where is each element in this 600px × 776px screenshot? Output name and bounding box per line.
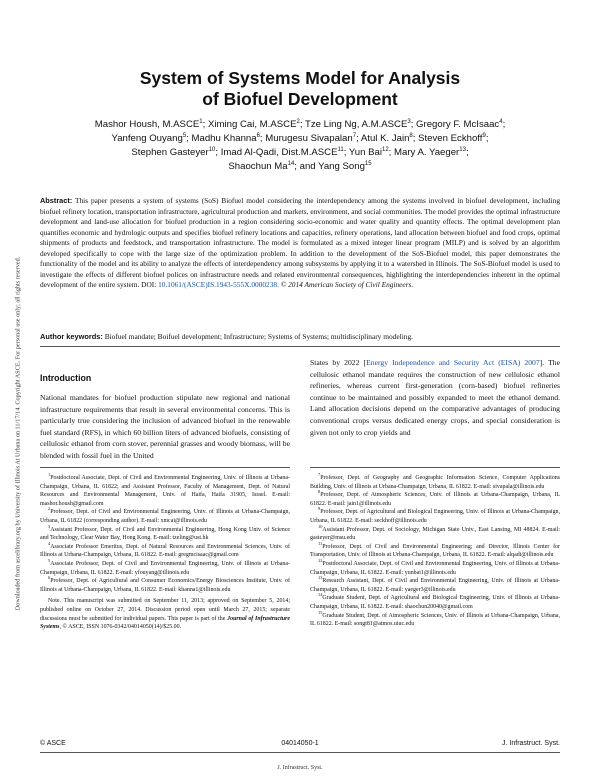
author-name: Imad Al-Qadi, Dist.M.ASCE [220,147,338,158]
footnote-number: 11 [318,540,323,546]
manuscript-note [40,597,290,631]
page-bottom-journal: J. Infrastruct. Syst. [277,765,323,771]
author-name: Yun Bai [348,147,382,158]
author-affiliation-number: 5 [182,132,187,139]
footnote [310,491,560,508]
author-affiliation-number: 15 [364,160,372,167]
author-name: Murugesu Sivapalan [265,133,353,144]
footnote-number: 14 [318,592,323,598]
footnote-text: Professor, Dept. of Civil and Environmental Engineering; and Director, Illinois Center for Transportation, Univ. of Illinois at Urbana-Champaign, Urbana, IL 61822. E-mail: alqadi@illinois.edu [310,543,560,559]
author-affiliation-number: 8 [409,132,413,139]
footnote-number: 4 [48,540,51,546]
footnote-number: 10 [318,523,323,529]
footnote-number: 7 [318,472,321,478]
intro-right-text-b: ]. The cellulosic ethanol mandate requires the construction of new cellulosic ethanol refineries, whereas current first-generation (corn-based) biofuel refineries continue to be maintained and possibly expanded to meet the ethanol demand. Land allocation decisions depend on the comparative advantages of producing conventional crops versus dedicated energy crops, and special consideration is given not only to crop yields and [310,358,561,437]
footnotes-left [40,474,290,632]
footnote [310,594,560,611]
footnote-number: 9 [318,506,321,512]
footnote [310,523,560,543]
title-line-2: of Biofuel Development [202,89,398,109]
author-separator: ; [356,133,361,144]
footnote [310,609,560,629]
author-separator: ; [410,119,417,130]
footnote-number: 6 [48,575,51,581]
eisa-reference-link[interactable]: Energy Independence and Security Act (EISA) 2007 [366,358,540,367]
footnote-text: Postdoctoral Associate, Dept. of Civil and Environmental Engineering, Univ. of Illinois at Urbana-Champaign, Urbana, IL 61822. E-mail: yunbai1@illinois.edu [310,560,560,576]
footnote-text: Associate Professor, Dept. of Civil and Environmental Engineering, Univ. of Illinois at Urbana-Champaign, Urbana, IL 61822. E-mail: yfouyang@illinois.edu [40,560,290,576]
footnote-text: Professor, Dept. of Agricultural and Consumer Economics/Energy Biosciences Institute, Univ. of Illinois at Urbana-Champaign, Urbana, IL 61822. E-mail: khanna1@illinois.edu [40,578,290,593]
footnote [40,557,290,577]
author-affiliation-number: 14 [287,160,295,167]
footnote-number: 5 [48,557,51,563]
doi-label: DOI: [141,280,157,289]
footnote-divider-right [310,467,560,468]
footnote-text: Associate Professor Emeritus, Dept. of Natural Resources and Environmental Sciences, Univ. of Illinois at Urbana-Champaign, Urbana, IL 61822. E-mail: gregmcisaac@gmail.com [40,543,290,559]
footnote-text: Professor, Dept. of Geography and Geographic Information Science, Computer Applications Building, Univ. of Illinois at Urbana-Champaign, Urbana, IL 61822. E-mail: sivapala@illinois.edu [310,475,560,490]
footnote-text: Assistant Professor, Dept. of Sociology, Michigan State Univ., East Lansing, MI 48824. E-mail: gasteyer@msu.edu [310,526,560,542]
author-name: Gregory F. McIsaac [416,119,500,130]
footnote-text: Graduate Student, Dept. of Agricultural and Biological Engineering, Univ. of Illinois at Urbana-Champaign, Urbana, IL 61822. E-mail: shaochun20040@gmail.com [310,595,560,610]
author-separator: ; [259,133,266,144]
title-line-1: System of Systems Model for Analysis [139,68,461,88]
author-name: Madhu Khanna [191,133,257,144]
author-name: Ximing Cai, M.ASCE [207,119,297,130]
author-separator: ; [215,147,221,158]
author-affiliation-number: 6 [256,132,260,139]
section-heading-introduction: Introduction [40,373,92,383]
footnote [40,577,290,594]
author-separator: ; [186,133,192,144]
author-separator: ; [343,147,349,158]
footnote-number: 2 [48,506,51,512]
author-name: Stephen Gasteyer [131,147,209,158]
footer-page-id: 04014050-1 [281,740,319,747]
author-name: Mashor Housh, M.ASCE [94,119,200,130]
author-separator: ; [465,147,469,158]
author-separator: ; [485,133,489,144]
footnote [40,540,290,560]
footnote-number: 13 [318,575,323,581]
author-keywords [40,332,560,342]
footnote-number: 1 [48,472,51,478]
author-separator: ; [388,147,395,158]
author-separator: ; [299,119,305,130]
footnote [40,523,290,543]
author-separator: ; [202,119,208,130]
author-name: Steven Eckhoff [418,133,483,144]
divider-bottom [40,752,560,753]
author-name: Yang Song [318,161,365,172]
intro-right-column [310,357,560,438]
divider-top [40,346,560,347]
footnote [40,508,290,525]
footnote [40,474,290,508]
footnote-number: 8 [318,489,321,495]
footnote-divider-left [40,467,290,468]
author-affiliation-number: 4 [499,118,503,125]
author-separator: ; and [294,161,319,172]
keywords-text: Biofuel mandate; Boifuel development; Infrastructure; Systems of Systems; multidisciplinary modeling. [104,332,413,341]
abstract-text: This paper presents a system of systems (SoS) Biofuel model considering the interdependency among the systems involved in biofuel development, including biofuel refinery location, transportation infrastructure, agricultural production and markets, environment, and social communities. The model provides the optimal infrastructure development and land-use allocation for biofuel production in a region considering socio-economic and water quality and quantity effects. The optimal development plan quantifies economic and hydrologic outputs and specifies biofuel refinery locations and capacities, refinery operations, land allocation between biofuel and food crops, optimal shipments of products and feedstock, and transportation infrastructure. The model is formulated as a mixed integer linear program (MILP) and is solved by an algorithm developed specifically to cope with the large size of the optimization problem. In addition to the development of the SoS-Biofuel model, this paper demonstrates the functionality of the model and its ability to analyze the effects of interdependency among subsystems by applying it to a watershed in Illinois. The SoS-Biofuel model is used to investigate the effects of different biofuel polices on infrastructure needs and related environmental consequences, highlighting the interdependencies inherent in the optimal development of the entire system. [40,196,560,289]
footnote-text: Assistant Professor, Dept. of Civil and Environmental Engineering, Hong Kong Univ. of Science and Technology, Clear Water Bay, Hong Kong. E-mail: tzeling@ust.hk [40,526,290,542]
note-journal-name: Journal of Infrastructure Systems [40,615,290,631]
author-affiliation-number: 11 [337,146,344,153]
author-name: Shaochun Ma [228,161,288,172]
author-affiliation-number: 9 [482,132,486,139]
footnote-number: 12 [318,557,323,563]
footnote [310,540,560,560]
paper-title [30,68,570,110]
footer-journal: J. Infrastruct. Syst. [502,740,560,747]
intro-right-text-a: States by 2022 [ [310,358,367,367]
footnote-number: 3 [48,523,51,529]
footnote-text: Professor, Dept. of Agricultural and Biological Engineering, Univ. of Illinois at Urbana-Champaign, Urbana, IL 61822. E-mail: seckhoff@illinois.edu [310,509,560,524]
author-name: Atul K. Jain [360,133,410,144]
author-name: Mary A. Yaeger [394,147,460,158]
footnote [310,508,560,525]
author-affiliation-number: 12 [381,146,389,153]
author-affiliation-number: 7 [352,132,357,139]
doi-link[interactable]: 10.1061/(ASCE)IS.1943-555X.0000238. [158,280,279,289]
author-affiliation-number: 3 [407,118,411,125]
footnotes-right [310,474,560,629]
author-affiliation-number: 10 [208,146,216,153]
author-affiliation-number: 13 [459,146,466,153]
footnote [310,474,560,491]
abstract-label: Abstract: [40,196,73,205]
copyright: © 2014 American Society of Civil Engineers. [280,280,414,289]
download-notice: Downloaded from ascelibrary.org by University of Illinois At Urbana on 11/17/14. Copyright ASCE. For personal use only; all rights reserved. [14,256,22,611]
author-name: Tze Ling Ng, A.M.ASCE [304,119,408,130]
footnote [310,557,560,577]
note-text: Note. This manuscript was submitted on September 11, 2013; approved on September 5, 2014; published online on October 27, 2014. Discussion period open until March 27, 2015; separate discussions must be submitted for individual papers. This paper is part of the [40,598,290,622]
footnote-text: Professor, Dept. of Atmospheric Sciences, Univ. of Illinois at Urbana-Champaign, Urbana, IL 61822. E-mail: jain1@illinois.edu [310,492,560,507]
author-separator: ; [502,119,506,130]
keywords-label: Author keywords: [40,332,103,341]
footnote [310,577,560,594]
note-text-end: , © ASCE, ISSN 1076-0342/04014050(14)/$25.00. [59,624,182,631]
intro-left-column: National mandates for biofuel production stipulate new regional and national infrastructure requirements that result in several environmental concerns. This is particularly true considering the inclusion of advanced biofuel in the renewable fuel standard (RFS), in which 60 billion liters of advanced biofuels, consisting of cellulosic ethanol from corn stover, perennial grasses and woody biomass, will be blended with fossil fuel in the United [40,393,290,460]
footer-copyright: © ASCE [40,740,66,747]
footnote-text: Postdoctoral Associate, Dept. of Civil and Environmental Engineering, Univ. of Illinois at Urbana-Champaign, Urbana, IL 61822; and Assistant Professor, Faculty of Management, Dept. of Natural Resources and Environmental Management, Univ. of Haifa, Haifa 31905, Israel. E-mail: mashor.housh@gmail.com [40,475,290,507]
author-affiliation-number: 2 [296,118,300,125]
footnote-text: Professor, Dept. of Civil and Environmental Engineering, Univ. of Illinois at Urbana-Champaign, Urbana, IL 61822 (corresponding author). E-mail: xmcai@illinois.edu [40,509,290,524]
author-affiliation-number: 1 [199,118,203,125]
author-separator: ; [412,133,419,144]
footnote-number: 15 [318,609,323,615]
footnote-text: Research Assistant, Dept. of Civil and Environmental Engineering, Univ. of Illinois at Urbana-Champaign, Urbana, IL 61822. E-mail: yaeger3@illinois.edu [310,578,560,593]
footnote-text: Graduate Student, Dept. of Atmospheric Sciences, Univ. of Illinois at Urbana-Champaign, Urbana, IL 61822. E-mail: songt81@atmos.uiuc.edu [310,612,560,628]
abstract [40,196,560,291]
author-list [40,118,560,174]
author-name: Yanfeng Ouyang [111,133,183,144]
